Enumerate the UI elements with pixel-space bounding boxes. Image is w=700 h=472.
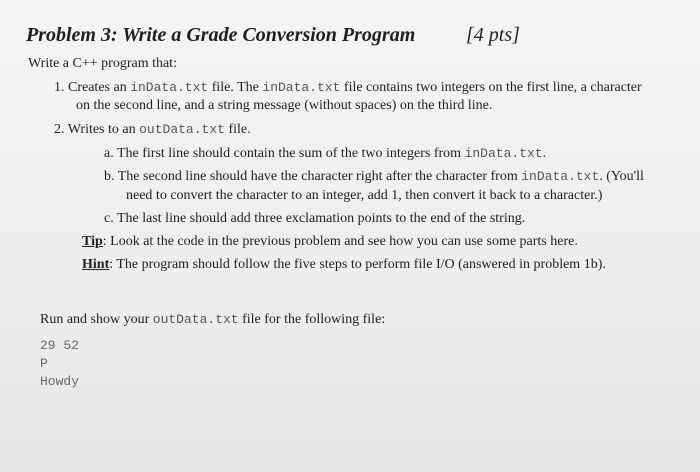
problem-title: Problem 3: Write a Grade Conversion Program — [26, 24, 416, 46]
sub-b-line-2: need to convert the character to an integer, add 1, then convert it back to a character.) — [126, 188, 603, 203]
points-label: [4 pts] — [466, 24, 520, 46]
file-line-string: Howdy — [40, 374, 80, 389]
run-text-b: file for the following file: — [242, 312, 386, 327]
sub-a-end: . — [542, 146, 547, 161]
run-line — [40, 312, 385, 328]
item-1-line-1 — [54, 80, 642, 96]
item-2-line — [54, 122, 251, 138]
outfile-name: outData.txt — [152, 312, 239, 327]
item-1-line-2: on the second line, and a string message (without spaces) on the third line. — [76, 98, 493, 113]
infile-name: inData.txt — [464, 146, 543, 161]
tip-line — [82, 234, 578, 250]
tip-label: Tip — [82, 234, 103, 249]
sub-a-label: a. — [104, 146, 114, 161]
sub-b-end: . (You'll — [599, 169, 644, 184]
hint-text: : The program should follow the five steps to perform file I/O (answered in problem 1b). — [109, 257, 606, 272]
item-1-text-b: file. The — [211, 80, 259, 95]
sub-c-label: c. — [104, 211, 114, 226]
item-2-text-a: Writes to an — [67, 122, 136, 137]
file-line-integers: 29 52 — [40, 338, 80, 353]
item-1-number: 1. — [54, 80, 65, 95]
item-2-text-b: file. — [228, 122, 251, 137]
file-line-character: P — [40, 356, 48, 371]
sub-b-text: The second line should have the character right after the character from — [117, 169, 518, 184]
sub-c-line — [104, 211, 525, 227]
item-1-text-c: file contains two integers on the first line, a character — [343, 80, 642, 95]
item-2-number: 2. — [54, 122, 65, 137]
outfile-name: outData.txt — [139, 122, 225, 137]
hint-line — [82, 257, 606, 273]
sub-a-text: The first line should contain the sum of the two integers from — [116, 146, 462, 161]
infile-name: inData.txt — [262, 80, 341, 95]
run-text-a: Run and show your — [40, 312, 150, 327]
item-1-text-a: Creates an — [68, 80, 127, 95]
sub-b-line-1 — [104, 169, 644, 185]
infile-name: inData.txt — [521, 169, 600, 184]
tip-text: : Look at the code in the previous problem and see how you can use some parts here. — [102, 234, 578, 249]
sub-a-line — [104, 146, 546, 162]
infile-name: inData.txt — [130, 80, 209, 95]
sub-b-label: b. — [104, 169, 115, 184]
sub-c-text: The last line should add three exclamation points to the end of the string. — [116, 211, 526, 226]
hint-label: Hint — [82, 257, 110, 272]
intro-text: Write a C++ program that: — [28, 56, 177, 71]
